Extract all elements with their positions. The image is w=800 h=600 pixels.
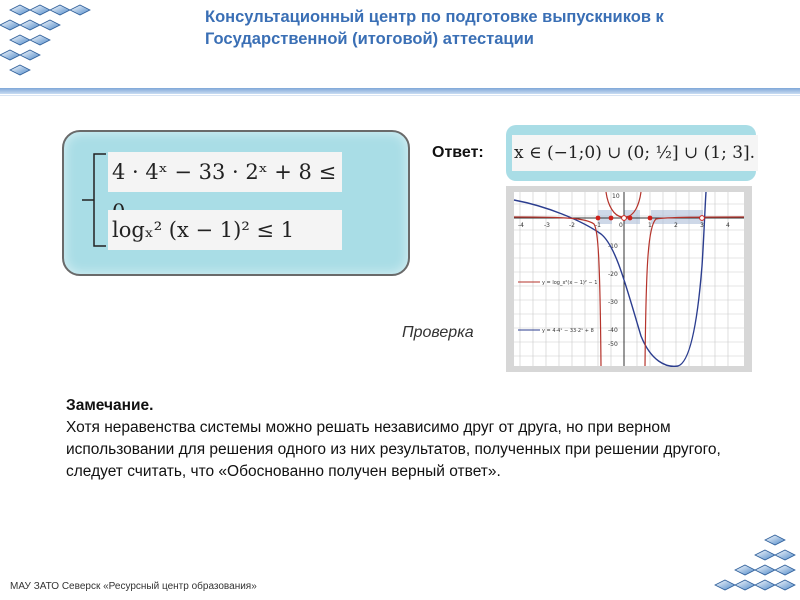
page-title-line-1: Консультационный центр по подготовке выпускников к (205, 8, 664, 26)
answer-value: x ∈ (−1;0) ∪ (0; ½] ∪ (1; 3]. (512, 135, 758, 171)
remark-block (66, 395, 726, 483)
inequality-2: logₓ² (x − 1)² ≤ 1 (108, 210, 342, 250)
x-tick-label: 4 (726, 222, 730, 229)
x-tick-label: 1 (648, 222, 652, 229)
function-graph (506, 186, 752, 372)
x-tick-label: -4 (518, 222, 524, 229)
intersection-point (628, 216, 633, 221)
y-tick-label: -10 (608, 243, 618, 250)
header-divider-thin (0, 95, 800, 96)
header-divider (0, 88, 800, 94)
x-tick-label: 0 (619, 222, 623, 229)
intersection-point (609, 216, 614, 221)
legend-red: y = log_x²(x − 1)² − 1 (542, 280, 598, 286)
x-tick-label: 3 (700, 222, 704, 229)
inequality-1: 4 · 4ˣ − 33 · 2ˣ + 8 ≤ (108, 152, 342, 192)
check-label: Проверка (402, 324, 474, 341)
answer-box (506, 125, 756, 181)
intersection-point (596, 216, 601, 221)
y-tick-label: -30 (608, 299, 618, 306)
y-tick-label: 10 (612, 193, 620, 200)
y-tick-label: -20 (608, 271, 618, 278)
open-point (622, 216, 627, 221)
legend-blue: y = 4·4ˣ − 33·2ˣ + 8 (542, 328, 594, 334)
remark-text: Хотя неравенства системы можно решать независимо друг от друга, но при верном использовании для решения одного из них результатов, полученных при решении другого, следует считать, что «Обоснованно получен верный ответ». (66, 419, 721, 480)
x-tick-label: -1 (595, 222, 601, 229)
x-tick-label: 2 (674, 222, 678, 229)
decor-cubes-top-left-icon (0, 0, 100, 80)
decor-cubes-bottom-right-icon (705, 530, 800, 600)
answer-label: Ответ: (432, 144, 484, 161)
equations-panel (108, 150, 340, 260)
y-tick-label: -50 (608, 341, 618, 348)
graph-frame (506, 186, 752, 372)
remark-title: Замечание. (66, 397, 154, 414)
page-title (205, 6, 785, 50)
open-point (700, 216, 705, 221)
x-tick-label: -2 (569, 222, 575, 229)
intersection-point (648, 216, 653, 221)
y-tick-label: -40 (608, 327, 618, 334)
footer-text: МАУ ЗАТО Северск «Ресурсный центр образования» (10, 581, 257, 592)
system-brace-icon (80, 150, 110, 250)
x-tick-label: -3 (544, 222, 550, 229)
page-title-line-2: Государственной (итоговой) аттестации (205, 30, 534, 48)
